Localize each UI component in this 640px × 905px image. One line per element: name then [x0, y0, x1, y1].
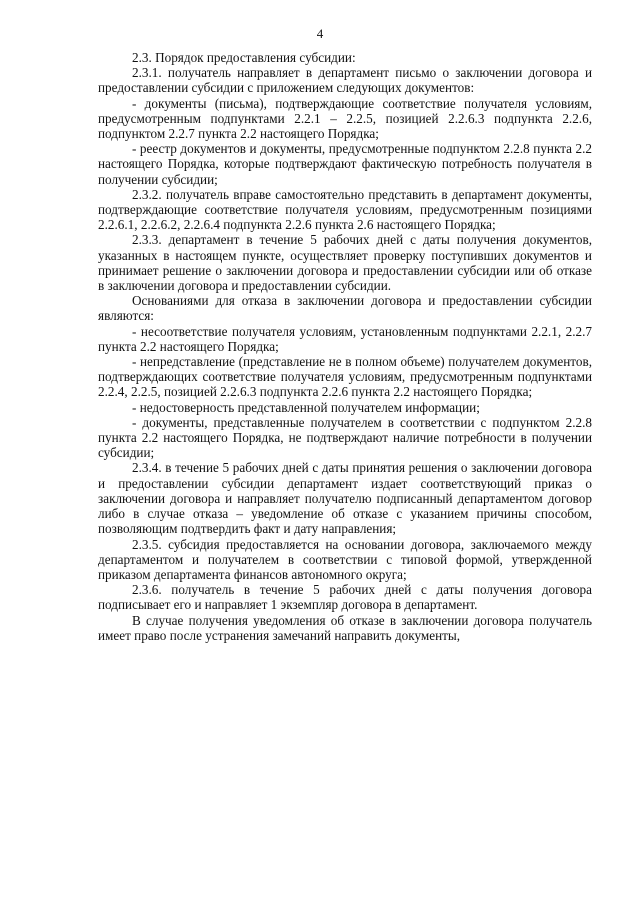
paragraph: В случае получения уведомления об отказе в заключении договора получатель имеет право после устранения замечаний направить документы, — [98, 612, 592, 643]
list-item: - непредставление (представление не в полном объеме) получателем документов, подтверждающих соответствие получателя условиям, предусмотренным подпунктами 2.2.4, 2.2.5, позицией 2.2.6.3 подпункта 2.2.6 пункта 2.2 настоящего Порядка; — [98, 354, 592, 400]
paragraph: 2.3.5. субсидия предоставляется на основании договора, заключаемого между департаментом и получателем в соответствии с типовой формой, утвержденной приказом департамента финансов автономного округа; — [98, 536, 592, 582]
paragraph: 2.3.1. получатель направляет в департамент письмо о заключении договора и предоставлении субсидии с приложением следующих документов: — [98, 65, 592, 96]
list-item: - несоответствие получателя условиям, установленным подпунктами 2.2.1, 2.2.7 пункта 2.2 настоящего Порядка; — [98, 323, 592, 354]
document-body — [98, 50, 592, 643]
section-heading: 2.3. Порядок предоставления субсидии: — [132, 50, 356, 65]
paragraph: Основаниями для отказа в заключении договора и предоставлении субсидии являются: — [98, 293, 592, 324]
page-number: 4 — [316, 26, 324, 41]
paragraph: 2.3.6. получатель в течение 5 рабочих дней с даты получения договора подписывает его и направляет 1 экземпляр договора в департамент. — [98, 582, 592, 613]
list-item: - недостоверность представленной получателем информации; — [132, 399, 480, 415]
paragraph: 2.3.2. получатель вправе самостоятельно представить в департамент документы, подтверждающие соответствие получателя условиям, предусмотренным позициями 2.2.6.1, 2.2.6.2, 2.2.6.4 подпункта 2.2.6 пункта 2.6 настоящего Порядка; — [98, 186, 592, 233]
paragraph: 2.3.4. в течение 5 рабочих дней с даты принятия решения о заключении договора и предоставлении субсидии департамент издает соответствующий приказ о заключении договора и направляет получателю подписанный департаментом договор либо в случае отказа – уведомление об отказе с указанием причины способом, позволяющим подтвердить факт и дату направления; — [98, 460, 592, 537]
list-item: - реестр документов и документы, предусмотренные подпунктом 2.2.8 пункта 2.2 настоящего Порядка, которые подтверждают фактическую потребность получателя в получении субсидии; — [98, 141, 592, 187]
paragraph: 2.3.3. департамент в течение 5 рабочих дней с даты получения документов, указанных в настоящем пункте, осуществляет проверку поступивших документов и принимает решение о заключении договора и предоставлении субсидии или об отказе в заключении договора и предоставлении субсидии. — [98, 232, 592, 294]
list-item: - документы, представленные получателем в соответствии с подпунктом 2.2.8 пункта 2.2 настоящего Порядка, не подтверждают наличие потребности в получении субсидии; — [98, 414, 592, 461]
list-item: - документы (письма), подтверждающие соответствие получателя условиям, предусмотренным подпунктами 2.2.1 – 2.2.5, позицией 2.2.6.3 подпункта 2.2.6, подпунктом 2.2.7 пункта 2.2 настоящего Порядка; — [98, 95, 592, 142]
